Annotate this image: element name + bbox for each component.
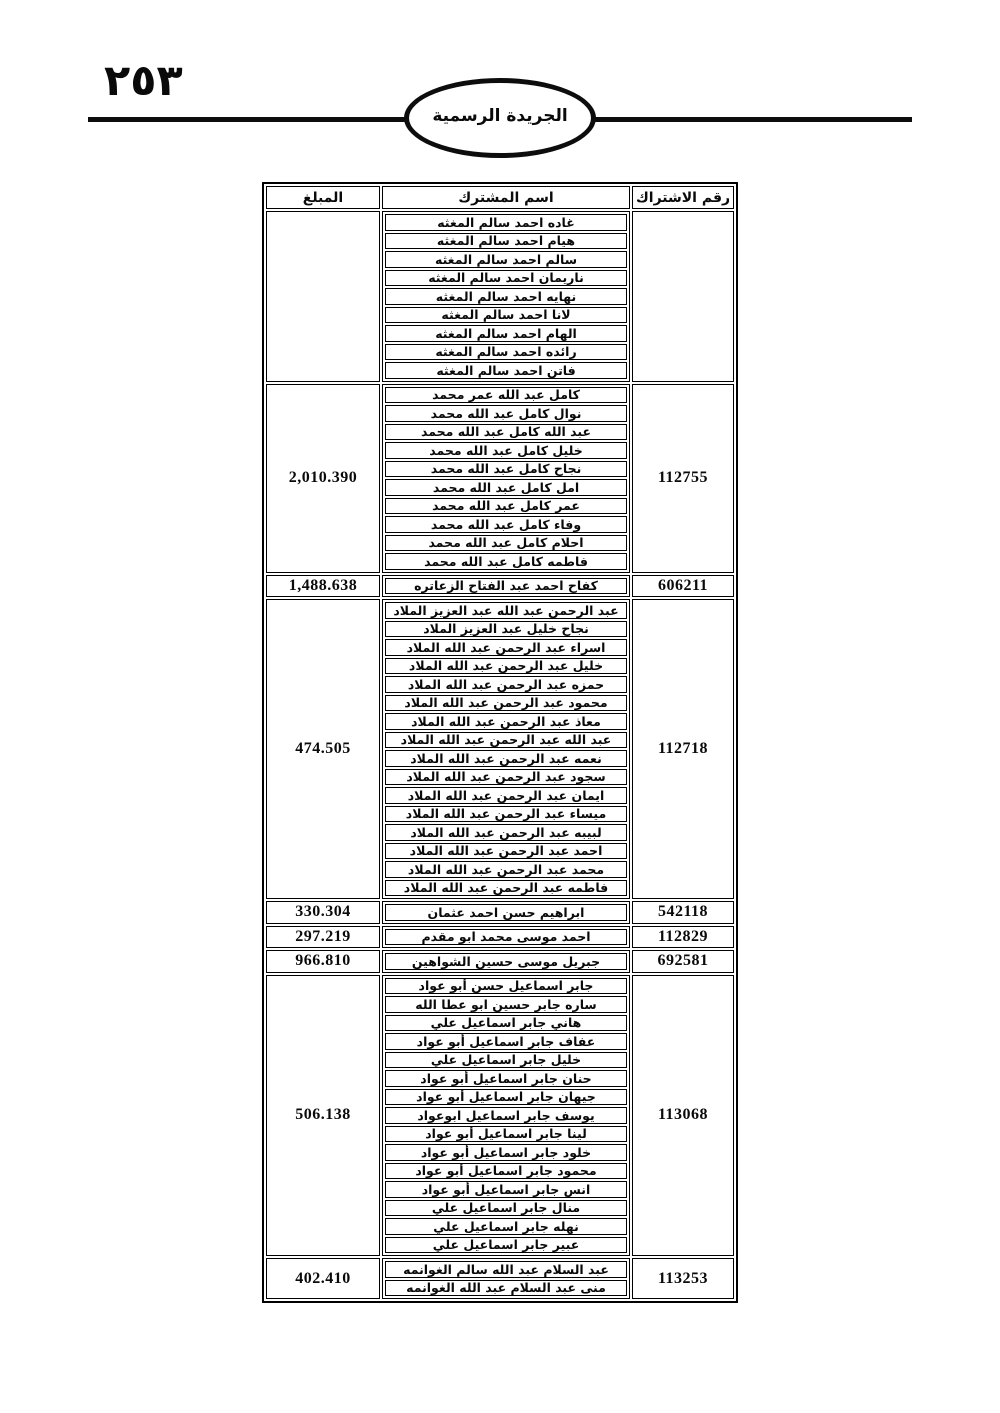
- subscriber-name: عبد الله كامل عبد الله محمد: [385, 424, 627, 441]
- subscriber-names-cell: [382, 599, 630, 899]
- subscriber-name: ساره جابر حسين ابو عطا الله: [385, 996, 627, 1013]
- subscription-number-cell: [632, 901, 734, 924]
- subscriber-name: كفاح احمد عبد الفتاح الزعاتره: [385, 578, 627, 595]
- subscriber-name: امل كامل عبد الله محمد: [385, 479, 627, 496]
- amount-value: 330.304: [295, 903, 351, 921]
- gazette-title: الجريدة الرسمية: [432, 106, 568, 126]
- subscriber-name: هيام احمد سالم المغثه: [385, 233, 627, 250]
- subscription-number-cell: [632, 926, 734, 949]
- amount-value: 1,488.638: [288, 576, 358, 594]
- amount-value: 2,010.390: [288, 469, 358, 486]
- subscriber-name: عبير جابر اسماعيل علي: [385, 1237, 627, 1254]
- subscriber-name: معاذ عبد الرحمن عبد الله الملاد: [385, 713, 627, 730]
- subscriber-names-cell: [382, 975, 630, 1257]
- subscriber-name: خلود جابر اسماعيل أبو عواد: [385, 1144, 627, 1161]
- subscriber-name: فاطمه كامل عبد الله محمد: [385, 553, 627, 570]
- amount-value: 966.810: [295, 952, 351, 970]
- subscriber-name: محمود جابر اسماعيل أبو عواد: [385, 1163, 627, 1180]
- subscriber-name: منال جابر اسماعيل علي: [385, 1200, 627, 1217]
- subscriber-name: خليل كامل عبد الله محمد: [385, 442, 627, 459]
- table-row-group: [266, 211, 734, 382]
- subscriber-name: عبد السلام عبد الله سالم الغوانمه: [385, 1261, 627, 1278]
- amount-cell: [266, 901, 380, 924]
- table-header-row: [266, 186, 734, 209]
- subscriber-name: حنان جابر اسماعيل أبو عواد: [385, 1070, 627, 1087]
- subscriber-names-cell: [382, 950, 630, 973]
- subscriber-name: غاده احمد سالم المغثه: [385, 214, 627, 231]
- amount-cell: [266, 1258, 380, 1299]
- subscription-number: 542118: [657, 903, 709, 921]
- subscription-number-cell: [632, 211, 734, 382]
- subscriber-name: عبد الله عبد الرحمن عبد الله الملاد: [385, 732, 627, 749]
- table-row-group: [266, 926, 734, 949]
- subscriber-name: جابر اسماعيل حسن أبو عواد: [385, 978, 627, 995]
- subscriber-name: لبيبه عبد الرحمن عبد الله الملاد: [385, 824, 627, 841]
- subscriber-name: لينا جابر اسماعيل أبو عواد: [385, 1126, 627, 1143]
- column-header-subscriber-name: اسم المشترك: [382, 186, 630, 209]
- subscription-number-cell: [632, 975, 734, 1257]
- table-row-group: [266, 950, 734, 973]
- amount-value: 402.410: [295, 1269, 351, 1287]
- table-row-group: [266, 975, 734, 1257]
- subscriber-names-cell: [382, 575, 630, 598]
- subscriber-name: اسراء عبد الرحمن عبد الله الملاد: [385, 639, 627, 656]
- page-number: ٢٥٣: [104, 56, 183, 106]
- subscription-number-cell: [632, 575, 734, 598]
- subscribers-table: [262, 182, 738, 1303]
- subscriber-name: محمود عبد الرحمن عبد الله الملاد: [385, 695, 627, 712]
- subscriber-name: رائده احمد سالم المغثه: [385, 344, 627, 361]
- subscriber-name: عمر كامل عبد الله محمد: [385, 498, 627, 515]
- subscriber-name: فاتن احمد سالم المغثه: [385, 362, 627, 379]
- subscription-number: 113068: [657, 1106, 709, 1124]
- subscription-number: 112755: [657, 469, 709, 486]
- subscriber-name: ابراهيم حسن احمد عثمان: [385, 904, 627, 921]
- subscriber-name: نهله جابر اسماعيل علي: [385, 1218, 627, 1235]
- subscriber-name: لانا احمد سالم المغثه: [385, 307, 627, 324]
- amount-value: 506.138: [295, 1106, 351, 1124]
- amount-cell: [266, 950, 380, 973]
- gazette-banner-ellipse: [404, 78, 596, 158]
- subscriber-name: حمزه عبد الرحمن عبد الله الملاد: [385, 676, 627, 693]
- subscriber-name: محمد عبد الرحمن عبد الله الملاد: [385, 861, 627, 878]
- subscriber-names-cell: [382, 384, 630, 573]
- subscription-number-cell: [632, 599, 734, 899]
- subscriber-name: احمد موسى محمد ابو مقدم: [385, 929, 627, 946]
- subscriber-name: خليل عبد الرحمن عبد الله الملاد: [385, 658, 627, 675]
- table-row-group: [266, 575, 734, 598]
- subscriber-name: نعمه عبد الرحمن عبد الله الملاد: [385, 750, 627, 767]
- subscription-number-cell: [632, 950, 734, 973]
- subscription-number-cell: [632, 384, 734, 573]
- amount-cell: [266, 599, 380, 899]
- subscription-number: 112718: [657, 740, 709, 757]
- subscriber-name: عبد الرحمن عبد الله عبد العزيز الملاد: [385, 602, 627, 619]
- subscriber-name: جيهان جابر اسماعيل أبو عواد: [385, 1089, 627, 1106]
- amount-cell: [266, 575, 380, 598]
- subscriber-name: سجود عبد الرحمن عبد الله الملاد: [385, 769, 627, 786]
- subscriber-name: نجاح كامل عبد الله محمد: [385, 461, 627, 478]
- subscriber-name: جبريل موسى حسين الشواهين: [385, 953, 627, 970]
- subscriber-name: انس جابر اسماعيل أبو عواد: [385, 1181, 627, 1198]
- subscriber-name: ميساء عبد الرحمن عبد الله الملاد: [385, 806, 627, 823]
- column-header-amount: المبلغ: [266, 186, 380, 209]
- amount-cell: [266, 211, 380, 382]
- subscriber-name: احلام كامل عبد الله محمد: [385, 535, 627, 552]
- subscriber-names-cell: [382, 901, 630, 924]
- subscriber-name: وفاء كامل عبد الله محمد: [385, 516, 627, 533]
- subscriber-name: نهايه احمد سالم المغثه: [385, 288, 627, 305]
- subscription-number: 113253: [657, 1269, 709, 1287]
- subscriber-name: نجاح خليل عبد العزيز الملاد: [385, 621, 627, 638]
- table-row-group: [266, 901, 734, 924]
- column-header-subscription-number: رقم الاشتراك: [632, 186, 734, 209]
- amount-cell: [266, 975, 380, 1257]
- subscriber-name: نوال كامل عبد الله محمد: [385, 405, 627, 422]
- subscription-number: 112829: [657, 927, 709, 945]
- subscriber-name: ناريمان احمد سالم المغثه: [385, 270, 627, 287]
- table-row-group: [266, 599, 734, 899]
- subscriber-name: احمد عبد الرحمن عبد الله الملاد: [385, 843, 627, 860]
- subscription-number-cell: [632, 1258, 734, 1299]
- subscription-number: 606211: [657, 576, 709, 594]
- subscriber-name: منى عبد السلام عبد الله الغوانمه: [385, 1280, 627, 1297]
- subscriber-name: خليل جابر اسماعيل علي: [385, 1052, 627, 1069]
- subscriber-name: فاطمه عبد الرحمن عبد الله الملاد: [385, 880, 627, 897]
- amount-cell: [266, 384, 380, 573]
- table-row-group: [266, 384, 734, 573]
- subscriber-name: ايمان عبد الرحمن عبد الله الملاد: [385, 787, 627, 804]
- subscriber-names-cell: [382, 211, 630, 382]
- amount-cell: [266, 926, 380, 949]
- subscriber-name: عفاف جابر اسماعيل أبو عواد: [385, 1033, 627, 1050]
- amount-value: 297.219: [295, 927, 351, 945]
- subscriber-name: يوسف جابر اسماعيل ابوعواد: [385, 1107, 627, 1124]
- subscriber-name: كامل عبد الله عمر محمد: [385, 387, 627, 404]
- subscriber-names-cell: [382, 926, 630, 949]
- amount-value: 474.505: [295, 740, 351, 757]
- subscriber-name: الهام احمد سالم المغثه: [385, 325, 627, 342]
- subscriber-name: سالم احمد سالم المغثه: [385, 251, 627, 268]
- subscriber-names-cell: [382, 1258, 630, 1299]
- subscriber-name: هاني جابر اسماعيل علي: [385, 1015, 627, 1032]
- subscription-number: 692581: [657, 952, 709, 970]
- table-row-group: [266, 1258, 734, 1299]
